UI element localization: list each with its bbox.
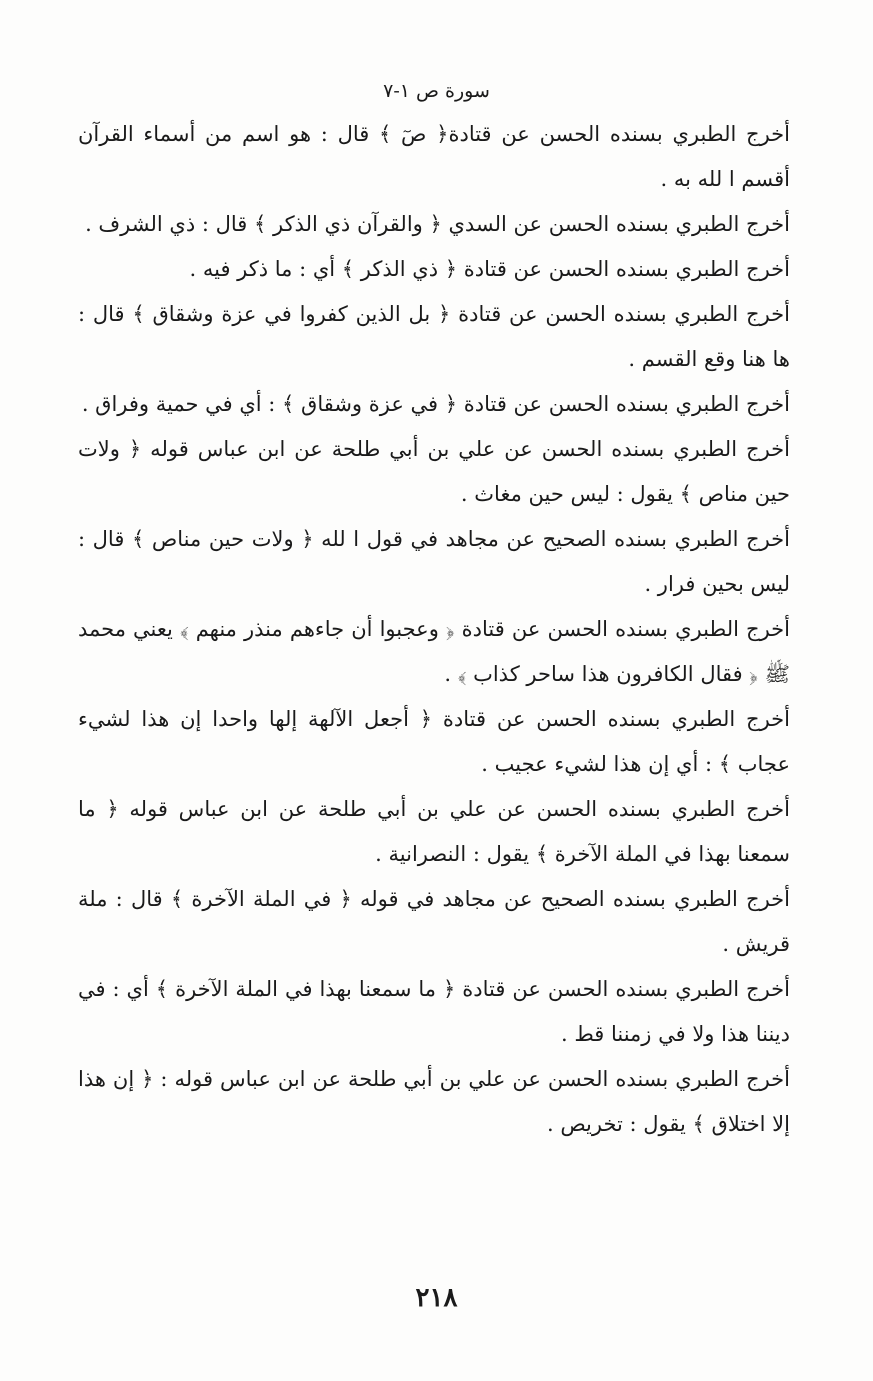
paragraph: أخرج الطبري بسنده الحسن عن قتادة ﴿ أجعل الآلهة إلها واحدا إن هذا لشيء عجاب ﴾ : أي إن هذا لشيء عجيب .: [78, 707, 790, 776]
page-body: [78, 112, 790, 1147]
paragraph: أخرج الطبري بسنده الحسن عن قتادة ﴿ بل الذين كفروا في عزة وشقاق ﴾ قال : ها هنا وقع القسم .: [78, 302, 790, 371]
page-number: ٢١٨: [415, 1283, 458, 1313]
paragraph: أخرج الطبري بسنده الحسن عن علي بن أبي طلحة عن ابن عباس قوله ﴿ ما سمعنا بهذا في الملة الآخرة ﴾ يقول : النصرانية .: [78, 797, 790, 866]
paragraph: أخرج الطبري بسنده الحسن عن قتادة ﴿ وعجبوا أن جاءهم منذر منهم ﴾ يعني محمد ﷺ ﴿ فقال الكافرون هذا ساحر كذاب ﴾ .: [78, 617, 790, 686]
paragraph: أخرج الطبري بسنده الصحيح عن مجاهد في قوله ﴿ في الملة الآخرة ﴾ قال : ملة قريش .: [78, 887, 790, 956]
paragraph: أخرج الطبري بسنده الحسن عن علي بن أبي طلحة عن ابن عباس قوله ﴿ ولات حين مناص ﴾ يقول : ليس حين مغاث .: [78, 437, 790, 506]
paragraph: أخرج الطبري بسنده الحسن عن السدي ﴿ والقرآن ذي الذكر ﴾ قال : ذي الشرف .: [85, 212, 790, 236]
paragraph: أخرج الطبري بسنده الحسن عن قتادة ﴿ في عزة وشقاق ﴾ : أي في حمية وفراق .: [81, 392, 790, 416]
paragraph: أخرج الطبري بسنده الحسن عن قتادة﴿ صٓ ﴾ قال : هو اسم من أسماء القرآن أقسم ا لله به .: [78, 122, 790, 191]
paragraph: أخرج الطبري بسنده الصحيح عن مجاهد في قول ا لله ﴿ ولات حين مناص ﴾ قال : ليس بحين فرار .: [78, 527, 790, 596]
paragraph: أخرج الطبري بسنده الحسن عن قتادة ﴿ ما سمعنا بهذا في الملة الآخرة ﴾ أي : في ديننا هذا ولا في زمننا قط .: [78, 977, 790, 1046]
running-header: سورة ص ١-٧: [383, 80, 490, 102]
paragraph: أخرج الطبري بسنده الحسن عن علي بن أبي طلحة عن ابن عباس قوله : ﴿ إن هذا إلا اختلاق ﴾ يقول : تخريص .: [78, 1067, 790, 1136]
paragraph: أخرج الطبري بسنده الحسن عن قتادة ﴿ ذي الذكر ﴾ أي : ما ذكر فيه .: [189, 257, 790, 281]
